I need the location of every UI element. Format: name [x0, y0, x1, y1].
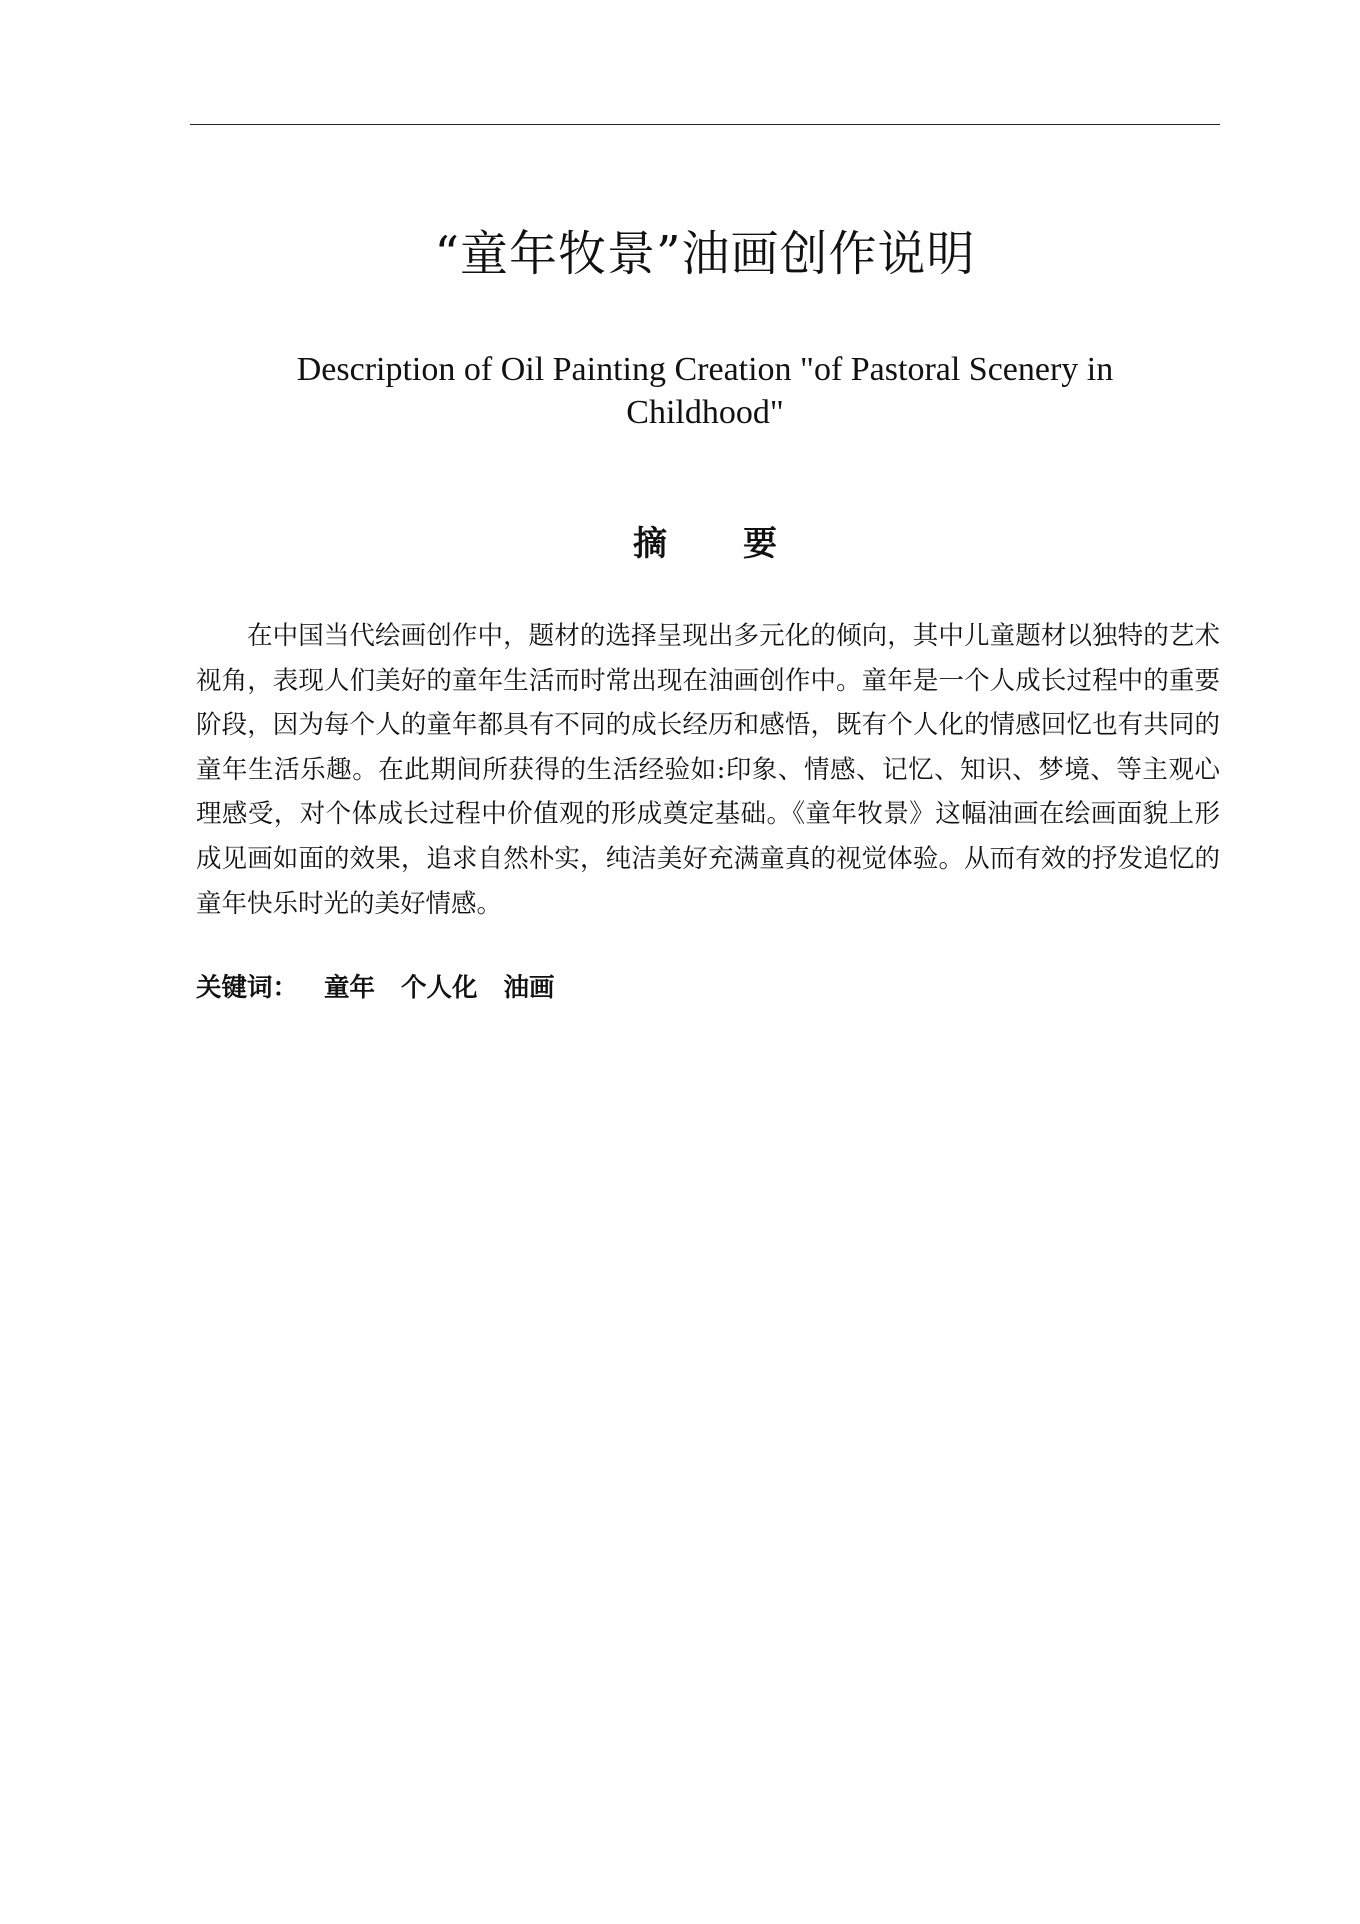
- keyword-term: 油画: [503, 973, 555, 1003]
- document-title-english: Description of Oil Painting Creation "of Pastoral Scenery in Childhood": [296, 351, 1114, 431]
- keywords-line: [196, 966, 1220, 1010]
- document-title-chinese: “童年牧景”油画创作说明: [434, 226, 976, 282]
- header-rule: [190, 124, 1220, 125]
- keyword-term: 个人化: [401, 973, 478, 1003]
- keyword-term: 童年: [324, 973, 376, 1003]
- abstract-body: 在中国当代绘画创作中，题材的选择呈现出多元化的倾向，其中儿童题材以独特的艺术视角，表现人们美好的童年生活而时常出现在油画创作中。童年是一个人成长过程中的重要阶段，因为每个人的童年都具有不同的成长经历和感悟，既有个人化的情感回忆也有共同的童年生活乐趣。在此期间所获得的生活经验如:印象、情感、记忆、知识、梦境、等主观心理感受，对个体成长过程中价值观的形成奠定基础。《童年牧景》这幅油画在绘画面貌上形成见画如面的效果，追求自然朴实，纯洁美好充满童真的视觉体验。从而有效的抒发追忆的童年快乐时光的美好情感。: [196, 621, 1220, 919]
- abstract-heading: 摘要: [633, 524, 853, 564]
- keywords-label: 关键词：: [196, 973, 299, 1003]
